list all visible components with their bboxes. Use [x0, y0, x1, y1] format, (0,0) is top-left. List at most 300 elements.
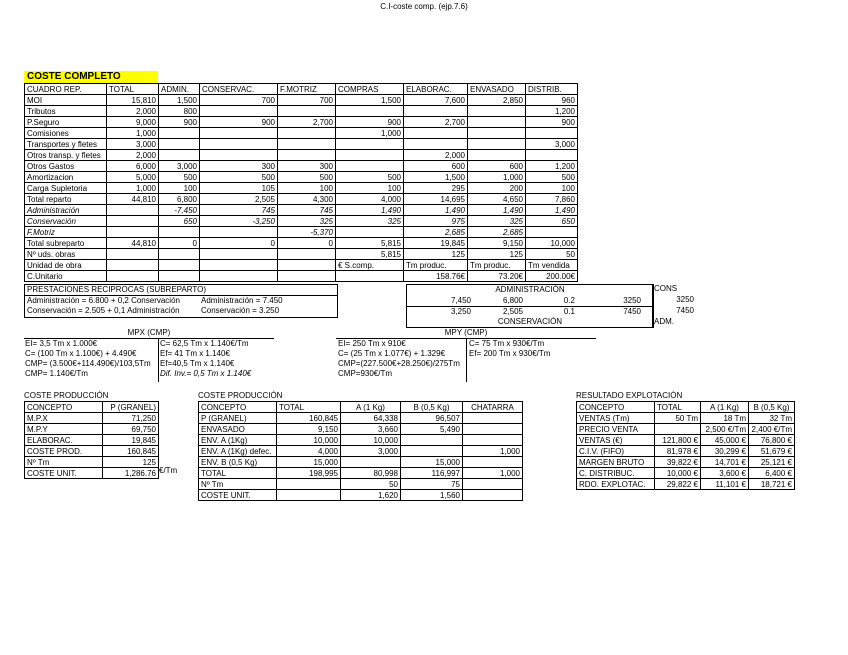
- value-cell: 14,701 €: [701, 457, 749, 468]
- value-cell: [159, 139, 200, 150]
- cons-value-2: 7450: [676, 306, 694, 315]
- value-cell: [200, 150, 278, 161]
- value-cell: 10,000: [526, 238, 578, 249]
- cons-value-1: 3250: [676, 295, 694, 304]
- value-cell: -5,370: [278, 227, 336, 238]
- value-cell: 69,750: [103, 424, 159, 435]
- value-cell: 125: [404, 249, 468, 260]
- value-cell: 2,500 €/Tm: [701, 424, 749, 435]
- mpy-title: MPY (CMP): [444, 328, 488, 337]
- value-cell: [336, 161, 404, 172]
- row-label-cell: VENTAS (Tm): [577, 413, 655, 424]
- value-cell: 116,997: [401, 468, 463, 479]
- value-cell: 14,695: [404, 194, 468, 205]
- value-cell: B (0,5 Kg): [401, 402, 463, 413]
- value-cell: Tm produc.: [468, 260, 526, 271]
- coste-produccion-2-title: COSTE PRODUCCIÓN: [198, 391, 283, 400]
- value-cell: [107, 271, 159, 282]
- value-cell: 2,685: [404, 227, 468, 238]
- value-cell: [200, 139, 278, 150]
- value-cell: 10,000: [277, 435, 341, 446]
- table-row: [25, 227, 578, 238]
- value-cell: 1,200: [526, 106, 578, 117]
- value-cell: [278, 150, 336, 161]
- value-cell: 3,000: [107, 139, 159, 150]
- value-cell: [277, 479, 341, 490]
- admin-calc-r2c4: 7450: [623, 307, 641, 316]
- row-label-cell: PRECIO VENTA: [577, 424, 655, 435]
- value-cell: A (1 Kg): [341, 402, 401, 413]
- value-cell: 6,800: [159, 194, 200, 205]
- admin-calc-r1c4: 3250: [623, 296, 641, 305]
- value-cell: [463, 435, 523, 446]
- table-header-row: [25, 84, 578, 95]
- table-row: [577, 457, 795, 468]
- value-cell: 50: [341, 479, 401, 490]
- value-cell: 15,000: [277, 457, 341, 468]
- value-cell: [336, 150, 404, 161]
- mpy-left: [338, 339, 460, 379]
- value-cell: 2,505: [200, 194, 278, 205]
- value-cell: 745: [278, 205, 336, 216]
- value-cell: 64,338: [341, 413, 401, 424]
- value-cell: 500: [526, 172, 578, 183]
- value-cell: [107, 205, 159, 216]
- row-label-cell: ENV. A (1Kg): [199, 435, 277, 446]
- row-label-cell: Total reparto: [25, 194, 107, 205]
- value-cell: 100: [278, 183, 336, 194]
- value-cell: 1,620: [341, 490, 401, 501]
- value-cell: 500: [336, 172, 404, 183]
- value-cell: 2,685: [468, 227, 526, 238]
- table-row: [25, 468, 159, 479]
- value-cell: 125: [468, 249, 526, 260]
- value-cell: 1,490: [468, 205, 526, 216]
- value-cell: [159, 249, 200, 260]
- value-cell: [463, 479, 523, 490]
- value-cell: 960: [526, 95, 578, 106]
- value-cell: 7,860: [526, 194, 578, 205]
- row-label-cell: COSTE PROD.: [25, 446, 103, 457]
- admin-calc-r1c2: 6,800: [502, 296, 523, 305]
- table-row: [577, 413, 795, 424]
- value-cell: [278, 271, 336, 282]
- value-cell: 125: [103, 457, 159, 468]
- value-cell: 100: [526, 183, 578, 194]
- value-cell: [107, 216, 159, 227]
- value-cell: 3,600 €: [701, 468, 749, 479]
- value-cell: [200, 106, 278, 117]
- row-label-cell: Nº Tm: [25, 457, 103, 468]
- admin-calc-r2c1: 3,250: [450, 307, 471, 316]
- table-row: [25, 128, 578, 139]
- row-label-cell: Amortizacion: [25, 172, 107, 183]
- value-cell: [159, 227, 200, 238]
- value-cell: B (0,5 Kg): [749, 402, 795, 413]
- value-cell: TOTAL: [655, 402, 701, 413]
- value-cell: 19,845: [404, 238, 468, 249]
- value-cell: [200, 249, 278, 260]
- value-cell: TOTAL: [107, 84, 159, 95]
- mpx-left-4: CMP= 1.140€/Tm: [25, 369, 88, 378]
- value-cell: [336, 106, 404, 117]
- value-cell: 2,000: [404, 150, 468, 161]
- value-cell: 25,121 €: [749, 457, 795, 468]
- table-row: [577, 468, 795, 479]
- row-label-cell: Total subreparto: [25, 238, 107, 249]
- value-cell: [107, 260, 159, 271]
- value-cell: P (GRANEL): [103, 402, 159, 413]
- value-cell: 44,810: [107, 194, 159, 205]
- value-cell: 4,000: [277, 446, 341, 457]
- value-cell: [404, 106, 468, 117]
- value-cell: 1,000: [463, 468, 523, 479]
- row-label-cell: MOI: [25, 95, 107, 106]
- value-cell: 2,850: [468, 95, 526, 106]
- resultado-title: RESULTADO EXPLOTACIÓN: [576, 391, 683, 400]
- value-cell: [463, 490, 523, 501]
- value-cell: [468, 139, 526, 150]
- value-cell: CHATARRA: [463, 402, 523, 413]
- value-cell: 10,000 €: [655, 468, 701, 479]
- value-cell: 2,000: [107, 150, 159, 161]
- mpy-right-1: C= 75 Tm x 930€/Tm: [469, 339, 545, 348]
- row-label-cell: MARGEN BRUTO: [577, 457, 655, 468]
- value-cell: 1,500: [336, 95, 404, 106]
- value-cell: 198,995: [277, 468, 341, 479]
- row-label-cell: CUADRO REP.: [25, 84, 107, 95]
- value-cell: [404, 139, 468, 150]
- value-cell: 3,660: [341, 424, 401, 435]
- value-cell: 4,000: [336, 194, 404, 205]
- table-row: [577, 424, 795, 435]
- coste-completo-title: COSTE COMPLETO: [24, 71, 158, 83]
- value-cell: 300: [200, 161, 278, 172]
- table-row: [25, 249, 578, 260]
- value-cell: [526, 150, 578, 161]
- prestaciones-title: PRESTACIONES RECIPROCAS (SUBREPARTO): [27, 285, 206, 294]
- value-cell: 81,978 €: [655, 446, 701, 457]
- value-cell: 15,810: [107, 95, 159, 106]
- value-cell: 50 Tm: [655, 413, 701, 424]
- value-cell: [526, 128, 578, 139]
- value-cell: F.MOTRIZ: [278, 84, 336, 95]
- value-cell: 30,299 €: [701, 446, 749, 457]
- row-label-cell: M.P.X: [25, 413, 103, 424]
- mpy-left-2: C= (25 Tm x 1.077€) + 1.329€: [338, 349, 446, 358]
- value-cell: ADMIN.: [159, 84, 200, 95]
- coste-unit-suffix: €/Tm: [159, 466, 178, 475]
- value-cell: [278, 106, 336, 117]
- value-cell: [200, 271, 278, 282]
- table-row: [199, 435, 523, 446]
- value-cell: 9,150: [468, 238, 526, 249]
- table-row: [199, 490, 523, 501]
- value-cell: 0: [159, 238, 200, 249]
- table-row: [25, 446, 159, 457]
- value-cell: 900: [200, 117, 278, 128]
- coste-produccion-1-title: COSTE PRODUCCIÓN: [24, 391, 109, 400]
- value-cell: 200: [468, 183, 526, 194]
- admin-calc-r2c3: 0.1: [563, 307, 575, 316]
- value-cell: 5,000: [107, 172, 159, 183]
- value-cell: 100: [336, 183, 404, 194]
- value-cell: CONSERVAC.: [200, 84, 278, 95]
- row-label-cell: ELABORAC.: [25, 435, 103, 446]
- table-row: [199, 457, 523, 468]
- row-label-cell: Carga Supletoria: [25, 183, 107, 194]
- table-row: [25, 183, 578, 194]
- mpy-right-2: Ef= 200 Tm x 930€/Tm: [469, 349, 551, 358]
- value-cell: 745: [200, 205, 278, 216]
- value-cell: A (1 Kg): [701, 402, 749, 413]
- value-cell: 11,101 €: [701, 479, 749, 490]
- row-label-cell: CONCEPTO: [577, 402, 655, 413]
- value-cell: [278, 260, 336, 271]
- table-row: [25, 457, 159, 468]
- value-cell: [401, 446, 463, 457]
- row-label-cell: Nº Tm: [199, 479, 277, 490]
- table-row: [577, 479, 795, 490]
- value-cell: [468, 117, 526, 128]
- mpx-right-1: C= 62,5 Tm x 1.140€/Tm: [160, 339, 249, 348]
- value-cell: 7,600: [404, 95, 468, 106]
- table-row: [199, 468, 523, 479]
- table-row: [25, 238, 578, 249]
- row-label-cell: ENVASADO: [199, 424, 277, 435]
- mpx-right-4: Dif. Inv.= 0,5 Tm x 1.140€: [160, 369, 252, 378]
- value-cell: 10,000: [341, 435, 401, 446]
- value-cell: 800: [159, 106, 200, 117]
- table-row: [25, 150, 578, 161]
- resultado-table: [576, 401, 795, 490]
- value-cell: [107, 227, 159, 238]
- value-cell: [200, 227, 278, 238]
- value-cell: 1,500: [404, 172, 468, 183]
- value-cell: 39,822 €: [655, 457, 701, 468]
- value-cell: 18 Tm: [701, 413, 749, 424]
- value-cell: ELABORAC.: [404, 84, 468, 95]
- value-cell: 158.76€: [404, 271, 468, 282]
- value-cell: 1,000: [107, 183, 159, 194]
- mpx-title: MPX (CMP): [127, 328, 171, 337]
- row-label-cell: M.P.Y: [25, 424, 103, 435]
- row-label-cell: COSTE UNIT.: [25, 468, 103, 479]
- value-cell: 1,000: [107, 128, 159, 139]
- cons-label: CONS: [654, 284, 678, 293]
- row-label-cell: ENV. B (0,5 Kg): [199, 457, 277, 468]
- table-row: [25, 424, 159, 435]
- value-cell: 2,700: [404, 117, 468, 128]
- value-cell: 76,800 €: [749, 435, 795, 446]
- value-cell: [336, 271, 404, 282]
- value-cell: 80,998: [341, 468, 401, 479]
- value-cell: Tm vendida: [526, 260, 578, 271]
- value-cell: [159, 271, 200, 282]
- value-cell: [277, 490, 341, 501]
- value-cell: 160,845: [103, 446, 159, 457]
- value-cell: 200.00€: [526, 271, 578, 282]
- table-row: [25, 117, 578, 128]
- value-cell: 975: [404, 216, 468, 227]
- value-cell: 1,500: [159, 95, 200, 106]
- value-cell: 1,000: [463, 446, 523, 457]
- value-cell: 300: [278, 161, 336, 172]
- table-row: [199, 413, 523, 424]
- value-cell: TOTAL: [277, 402, 341, 413]
- row-label-cell: C.I.V. (FIFO): [577, 446, 655, 457]
- value-cell: [159, 128, 200, 139]
- value-cell: DISTRIB.: [526, 84, 578, 95]
- value-cell: 9,150: [277, 424, 341, 435]
- table-row: [199, 446, 523, 457]
- value-cell: [463, 413, 523, 424]
- value-cell: [200, 128, 278, 139]
- row-label-cell: CONCEPTO: [25, 402, 103, 413]
- value-cell: 75: [401, 479, 463, 490]
- mpx-left-1: EI= 3,5 Tm x 1.000€: [25, 339, 98, 348]
- value-cell: [336, 227, 404, 238]
- value-cell: 121,800 €: [655, 435, 701, 446]
- value-cell: 73.20€: [468, 271, 526, 282]
- value-cell: [468, 150, 526, 161]
- row-label-cell: C.Unitario: [25, 271, 107, 282]
- row-label-cell: Unidad de obra: [25, 260, 107, 271]
- value-cell: 45,000 €: [701, 435, 749, 446]
- row-label-cell: F.Motriz: [25, 227, 107, 238]
- value-cell: 0: [278, 238, 336, 249]
- value-cell: 0: [200, 238, 278, 249]
- table-row: [577, 435, 795, 446]
- mpx-left-2: C= (100 Tm x 1.100€) + 4.490€: [25, 349, 137, 358]
- value-cell: 2,700: [278, 117, 336, 128]
- value-cell: [107, 249, 159, 260]
- coste-produccion-2-table: [198, 401, 523, 501]
- mpy-left-1: EI= 250 Tm x 910€: [338, 339, 406, 348]
- table-row: [25, 435, 159, 446]
- value-cell: 1,200: [526, 161, 578, 172]
- value-cell: 1,490: [526, 205, 578, 216]
- value-cell: 3,000: [526, 139, 578, 150]
- value-cell: 325: [336, 216, 404, 227]
- value-cell: [463, 457, 523, 468]
- prestaciones-box: [24, 284, 338, 318]
- row-label-cell: COSTE UNIT.: [199, 490, 277, 501]
- mpy-left-4: CMP=930€/Tm: [338, 369, 393, 378]
- table-row: [25, 205, 578, 216]
- table-row: [25, 95, 578, 106]
- row-label-cell: Nº uds. obras: [25, 249, 107, 260]
- value-cell: 51,679 €: [749, 446, 795, 457]
- table-header-row: [199, 402, 523, 413]
- row-label-cell: VENTAS (€): [577, 435, 655, 446]
- value-cell: 6,400 €: [749, 468, 795, 479]
- value-cell: 18,721 €: [749, 479, 795, 490]
- prestaciones-eq2: Conservación = 2.505 + 0,1 Administración: [27, 306, 180, 315]
- coste-completo-table: [24, 83, 578, 282]
- value-cell: [468, 106, 526, 117]
- row-label-cell: Transportes y fletes: [25, 139, 107, 150]
- value-cell: 900: [159, 117, 200, 128]
- value-cell: 500: [278, 172, 336, 183]
- table-row: [25, 172, 578, 183]
- value-cell: [468, 128, 526, 139]
- value-cell: COMPRAS: [336, 84, 404, 95]
- value-cell: 2,400 €/Tm: [749, 424, 795, 435]
- row-label-cell: P.Seguro: [25, 117, 107, 128]
- value-cell: 19,845: [103, 435, 159, 446]
- row-label-cell: Comisiones: [25, 128, 107, 139]
- value-cell: 44,810: [107, 238, 159, 249]
- prestaciones-eq1-result: Administración = 7.450: [201, 296, 283, 305]
- value-cell: 600: [404, 161, 468, 172]
- admin-calc-footer: CONSERVACIÓN: [497, 317, 563, 326]
- table-row: [25, 106, 578, 117]
- value-cell: Tm produc.: [404, 260, 468, 271]
- value-cell: 5,815: [336, 238, 404, 249]
- value-cell: 160,845: [277, 413, 341, 424]
- value-cell: 325: [468, 216, 526, 227]
- coste-produccion-1-table: [24, 401, 159, 479]
- value-cell: [159, 150, 200, 161]
- admin-calc-box: [406, 284, 654, 328]
- table-row: [199, 424, 523, 435]
- mpx-left: [25, 339, 151, 379]
- value-cell: 700: [200, 95, 278, 106]
- value-cell: 2,000: [107, 106, 159, 117]
- value-cell: 9,000: [107, 117, 159, 128]
- admin-calc-r1c1: 7,450: [450, 296, 471, 305]
- table-row: [25, 216, 578, 227]
- value-cell: 71,250: [103, 413, 159, 424]
- table-header-row: [577, 402, 795, 413]
- row-label-cell: ENV. A (1Kg) defec.: [199, 446, 277, 457]
- row-label-cell: Otros transp. y fletes: [25, 150, 107, 161]
- value-cell: [341, 457, 401, 468]
- admin-calc-header: ADMINISTRACIÓN: [495, 285, 565, 294]
- value-cell: [655, 424, 701, 435]
- value-cell: 1,490: [404, 205, 468, 216]
- value-cell: [278, 249, 336, 260]
- table-row: [25, 271, 578, 282]
- value-cell: 650: [159, 216, 200, 227]
- value-cell: 500: [159, 172, 200, 183]
- row-label-cell: TOTAL: [199, 468, 277, 479]
- value-cell: 100: [159, 183, 200, 194]
- table-row: [25, 260, 578, 271]
- admin-calc-r1c3: 0.2: [563, 296, 575, 305]
- value-cell: 325: [278, 216, 336, 227]
- row-label-cell: P (GRANEL): [199, 413, 277, 424]
- value-cell: 500: [200, 172, 278, 183]
- table-row: [25, 161, 578, 172]
- value-cell: 50: [526, 249, 578, 260]
- value-cell: [526, 227, 578, 238]
- prestaciones-eq2-result: Conservación = 3.250: [201, 306, 280, 315]
- value-cell: 1,490: [336, 205, 404, 216]
- mpy-left-3: CMP=(227.500€+28.250€)/275Tm: [338, 359, 460, 368]
- mpy-right: [469, 339, 550, 359]
- value-cell: 96,507: [401, 413, 463, 424]
- value-cell: 900: [336, 117, 404, 128]
- row-label-cell: Conservación: [25, 216, 107, 227]
- row-label-cell: Otros Gastos: [25, 161, 107, 172]
- value-cell: [401, 435, 463, 446]
- value-cell: 1,000: [336, 128, 404, 139]
- value-cell: 29,822 €: [655, 479, 701, 490]
- value-cell: [159, 260, 200, 271]
- value-cell: [336, 139, 404, 150]
